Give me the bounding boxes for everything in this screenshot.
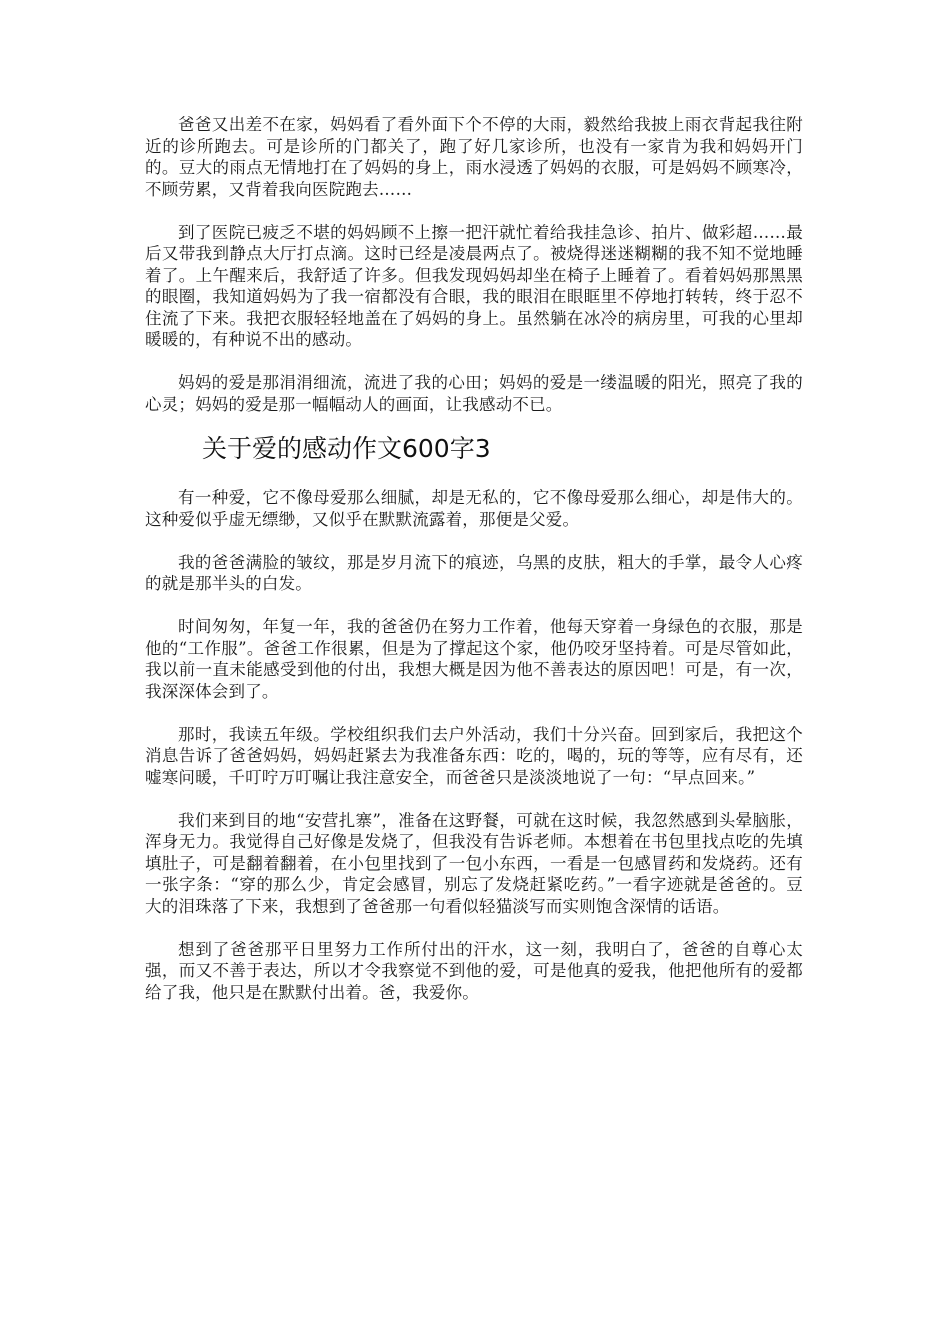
paragraph: 那时，我读五年级。学校组织我们去户外活动，我们十分兴奋。回到家后，我把这个消息告诉了爸爸妈妈，妈妈赶紧去为我准备东西：吃的，喝的，玩的等等，应有尽有，还嘘寒问暖，千叮咛万叮嘱让我注意安全，而爸爸只是淡淡地说了一句：“早点回来。”	[145, 724, 803, 787]
section-heading: 关于爱的感动作文600字3	[202, 434, 491, 463]
paragraph: 到了医院已疲乏不堪的妈妈顾不上擦一把汗就忙着给我挂急诊、拍片、做彩超……最后又带我到静点大厅打点滴。这时已经是凌晨两点了。被烧得迷迷糊糊的我不知不觉地睡着了。上午醒来后，我舒适了许多。但我发现妈妈却坐在椅子上睡着了。看着妈妈那黑黑的眼圈，我知道妈妈为了我一宿都没有合眼，我的眼泪在眼眶里不停地打转转，终于忍不住流了下来。我把衣服轻轻地盖在了妈妈的身上。虽然躺在冰冷的病房里，可我的心里却暖暖的，有种说不出的感动。	[145, 222, 803, 349]
paragraph: 妈妈的爱是那涓涓细流，流进了我的心田；妈妈的爱是一缕温暖的阳光，照亮了我的心灵；妈妈的爱是那一幅幅动人的画面，让我感动不已。	[145, 373, 803, 414]
document-body	[145, 114, 803, 1003]
paragraph: 有一种爱，它不像母爱那么细腻，却是无私的，它不像母爱那么细心，却是伟大的。这种爱似乎虚无缥缈，又似乎在默默流露着，那便是父爱。	[145, 488, 803, 529]
paragraph: 想到了爸爸那平日里努力工作所付出的汗水，这一刻，我明白了，爸爸的自尊心太强，而又不善于表达，所以才令我察觉不到他的爱，可是他真的爱我，他把他所有的爱都给了我，他只是在默默付出着。爸，我爱你。	[145, 939, 803, 1002]
paragraph: 我们来到目的地“安营扎寨”，准备在这野餐，可就在这时候，我忽然感到头晕脑胀，浑身无力。我觉得自己好像是发烧了，但我没有告诉老师。本想着在书包里找点吃的先填填肚子，可是翻着翻着，在小包里找到了一包小东西，一看是一包感冒药和发烧药。还有一张字条：“穿的那么少，肯定会感冒，别忘了发烧赶紧吃药。”一看字迹就是爸爸的。豆大的泪珠落了下来，我想到了爸爸那一句看似轻猫淡写而实则饱含深情的话语。	[145, 810, 803, 916]
paragraph: 时间匆匆，年复一年，我的爸爸仍在努力工作着，他每天穿着一身绿色的衣服，那是他的“工作服”。爸爸工作很累，但是为了撑起这个家，他仍咬牙坚持着。可是尽管如此，我以前一直未能感受到他的付出，我想大概是因为他不善表达的原因吧！可是，有一次，我深深体会到了。	[145, 617, 803, 701]
paragraph: 我的爸爸满脸的皱纹，那是岁月流下的痕迹，乌黑的皮肤，粗大的手掌，最令人心疼的就是那半头的白发。	[145, 552, 803, 593]
paragraph: 爸爸又出差不在家，妈妈看了看外面下个不停的大雨，毅然给我披上雨衣背起我往附近的诊所跑去。可是诊所的门都关了，跑了好几家诊所，也没有一家肯为我和妈妈开门的。豆大的雨点无情地打在了妈妈的身上，雨水浸透了妈妈的衣服，可是妈妈不顾寒冷，不顾劳累，又背着我向医院跑去……	[145, 115, 803, 199]
